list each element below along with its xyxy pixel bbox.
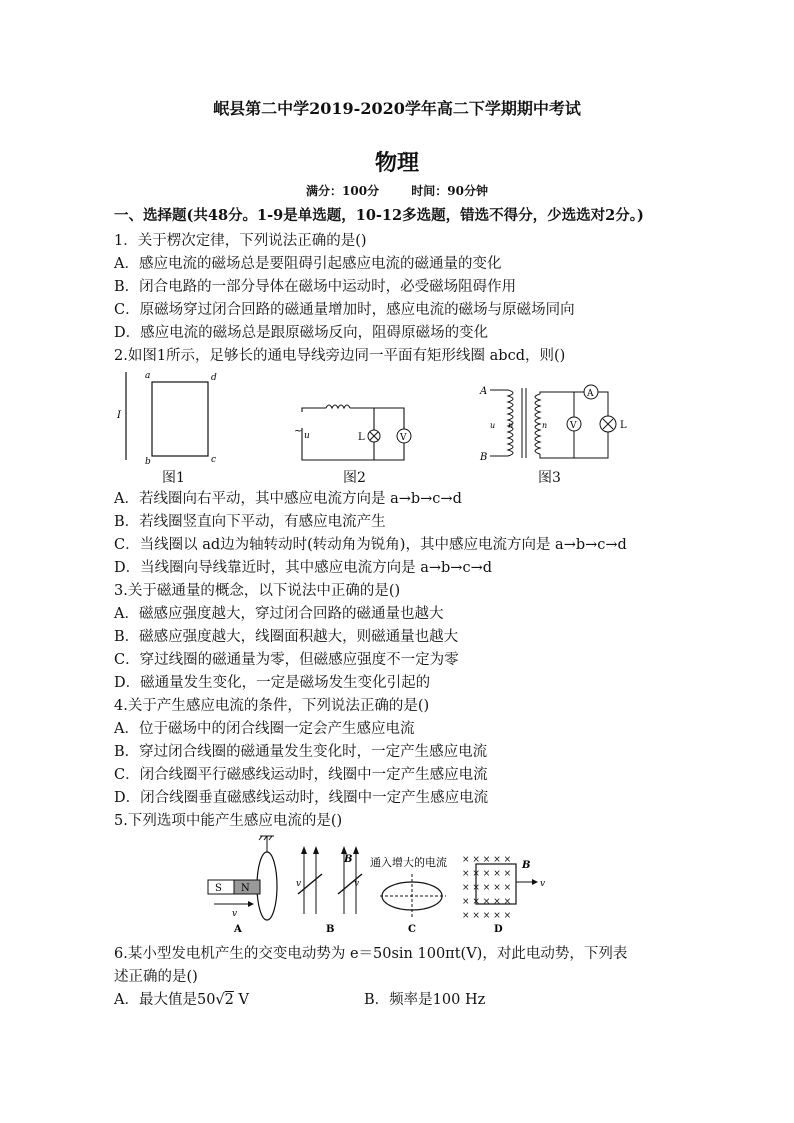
q5-fig-c-text: 通入增大的电流 xyxy=(370,856,447,869)
svg-text:d: d xyxy=(211,373,217,383)
q3-option-b: B．磁感应强度越大，线圈面积越大，则磁通量也越大 xyxy=(114,629,459,645)
q5-stem: 5.下列选项中能产生感应电流的是() xyxy=(114,813,343,829)
figure-1-wire-and-coil xyxy=(112,368,222,464)
svg-text:v: v xyxy=(540,879,546,889)
q1-option-d: D．感应电流的磁场总是跟原磁场反向，阻碍原磁场的变化 xyxy=(114,325,489,341)
figure-2-caption: 图2 xyxy=(343,470,366,486)
figure-3-transformer xyxy=(478,380,638,466)
svg-text:× × × × ×: × × × × × xyxy=(462,855,512,865)
svg-text:c: c xyxy=(211,455,217,464)
q4-option-c: C．闭合线圈平行磁感线运动时，线圈中一定产生感应电流 xyxy=(114,767,488,783)
q3-option-a: A．磁感应强度越大，穿过闭合回路的磁通量也越大 xyxy=(114,606,444,622)
svg-text:u: u xyxy=(304,431,310,441)
svg-text:b: b xyxy=(145,457,151,464)
svg-text:V: V xyxy=(400,433,407,443)
q2-option-c: C．当线圈以 ad边为轴转动时(转动角为锐角)，其中感应电流方向是 a→b→c→d xyxy=(114,537,627,553)
q2-option-d: D．当线圈向导线靠近时，其中感应电流方向是 a→b→c→d xyxy=(114,560,493,576)
svg-text:n: n xyxy=(508,421,514,430)
q4-option-a: A．位于磁场中的闭合线圈一定会产生感应电流 xyxy=(114,721,415,737)
svg-text:× × × × ×: × × × × × xyxy=(462,883,512,893)
svg-text:L: L xyxy=(358,432,365,443)
q5-label-c: C xyxy=(408,924,416,934)
svg-text:n: n xyxy=(542,421,548,430)
svg-text:~: ~ xyxy=(294,426,303,437)
figure-2-circuit xyxy=(290,398,416,466)
svg-text:a: a xyxy=(145,371,151,381)
q1-option-a: A．感应电流的磁场总是要阻碍引起感应电流的磁通量的变化 xyxy=(114,256,502,272)
q4-stem: 4.关于产生感应电流的条件，下列说法正确的是() xyxy=(114,698,430,714)
svg-text:L: L xyxy=(620,420,627,431)
subject-title: 物理 xyxy=(374,150,419,176)
q3-option-d: D．磁通量发生变化，一定是磁场发生变化引起的 xyxy=(114,675,431,691)
svg-text:S: S xyxy=(215,883,222,894)
svg-text:v: v xyxy=(354,879,360,889)
q2-option-a: A．若线圈向右平动，其中感应电流方向是 a→b→c→d xyxy=(114,491,462,507)
q5-label-b: B xyxy=(326,924,335,934)
q5-figure-options xyxy=(204,834,554,934)
exam-title: 岷县第二中学2019-2020学年高二下学期期中考试 xyxy=(213,99,581,118)
svg-text:I: I xyxy=(117,410,121,421)
exam-meta xyxy=(0,182,794,199)
q6-option-a-prefix: A．最大值是50 xyxy=(114,992,216,1008)
q5-label-d: D xyxy=(494,924,503,934)
svg-text:× × × × ×: × × × × × xyxy=(462,897,512,907)
q1-stem: 1．关于楞次定律，下列说法正确的是() xyxy=(114,233,367,249)
q1-option-b: B．闭合电路的一部分导体在磁场中运动时，必受磁场阻碍作用 xyxy=(114,279,517,295)
svg-text:× × × × ×: × × × × × xyxy=(462,869,512,879)
svg-text:v: v xyxy=(232,909,238,919)
svg-text:V: V xyxy=(570,421,577,431)
svg-text:B: B xyxy=(522,860,531,871)
svg-text:B: B xyxy=(344,854,353,865)
sqrt-radicand: 2 xyxy=(224,992,234,1008)
sqrt-symbol: √ xyxy=(215,992,225,1008)
q4-option-d: D．闭合线圈垂直磁感线运动时，线圈中一定产生感应电流 xyxy=(114,790,489,806)
q5-label-a: A xyxy=(234,924,242,934)
q6-option-a-unit: V xyxy=(233,992,249,1008)
q6-option-a xyxy=(114,990,249,1010)
q3-option-c: C．穿过线圈的磁通量为零，但磁感应强度不一定为零 xyxy=(114,652,459,668)
q2-stem: 2.如图1所示，足够长的通电导线旁边同一平面有矩形线圈 abcd，则() xyxy=(114,348,566,364)
q6-stem-line1: 6.某小型发电机产生的交变电动势为 e＝50sin 100πt(V)，对此电动势，下列表 xyxy=(114,946,628,962)
q4-option-b: B．穿过闭合线圈的磁通量发生变化时，一定产生感应电流 xyxy=(114,744,488,760)
svg-text:× × × × ×: × × × × × xyxy=(462,911,512,921)
svg-text:A: A xyxy=(480,386,488,397)
figure-1-caption: 图1 xyxy=(162,470,185,486)
full-score: 满分：100分 xyxy=(306,184,380,198)
exam-time: 时间：90分钟 xyxy=(411,184,488,198)
q6-stem-line2: 述正确的是() xyxy=(114,969,198,985)
q1-option-c: C．原磁场穿过闭合回路的磁通量增加时，感应电流的磁场与原磁场同向 xyxy=(114,302,575,318)
figure-3-caption: 图3 xyxy=(538,470,561,486)
q3-stem: 3.关于磁通量的概念，以下说法中正确的是() xyxy=(114,583,401,599)
svg-text:u: u xyxy=(490,421,496,430)
section-heading: 一、选择题(共48分。1-9是单选题，10-12多选题，错选不得分，少选选对2分。) xyxy=(114,207,644,224)
svg-text:v: v xyxy=(296,879,302,889)
q6-option-b: B．频率是100 Hz xyxy=(364,992,486,1008)
svg-text:B: B xyxy=(480,452,488,463)
q2-option-b: B．若线圈竖直向下平动，有感应电流产生 xyxy=(114,514,386,530)
svg-text:N: N xyxy=(241,883,250,894)
svg-text:A: A xyxy=(587,389,594,399)
